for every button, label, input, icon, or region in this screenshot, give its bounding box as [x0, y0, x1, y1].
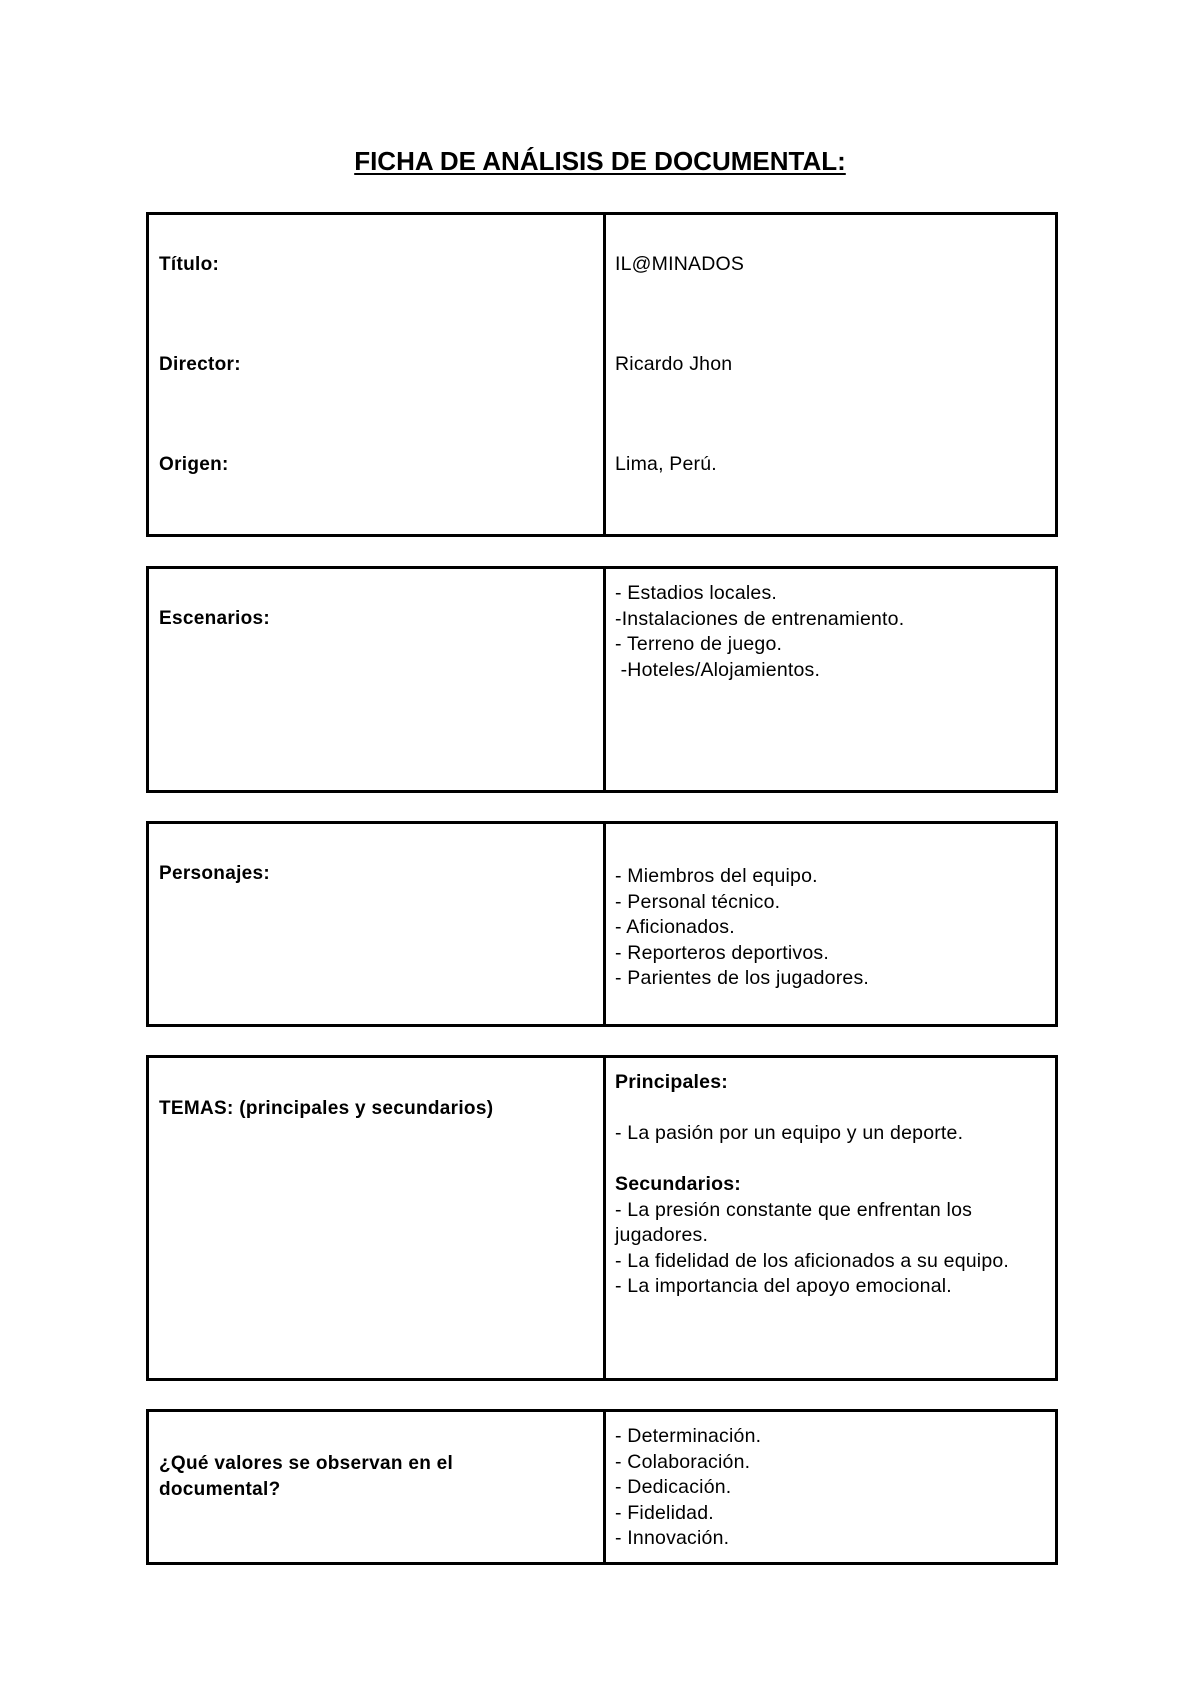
- list-item: - Miembros del equipo.: [615, 865, 818, 887]
- list-item: - La importancia del apoyo emocional.: [615, 1275, 952, 1297]
- list-item: - Determinación.: [615, 1425, 762, 1447]
- temas-table: [146, 1055, 1058, 1381]
- valores-label: ¿Qué valores se observan en el documental?: [159, 1453, 454, 1500]
- temas-label: TEMAS: (principales y secundarios): [159, 1098, 494, 1119]
- column-divider: [603, 569, 606, 790]
- list-item: - Parientes de los jugadores.: [615, 967, 870, 989]
- personajes-list: [615, 864, 1035, 992]
- origin-label: Origen:: [159, 454, 229, 475]
- title-label: Título:: [159, 254, 220, 275]
- escenarios-label: Escenarios:: [159, 608, 271, 629]
- column-divider: [603, 1058, 606, 1378]
- list-item: - Fidelidad.: [615, 1501, 714, 1524]
- list-item: - La presión constante que enfrentan los jugadores.: [615, 1198, 973, 1246]
- personajes-table: [146, 821, 1058, 1027]
- escenarios-table: [146, 566, 1058, 793]
- list-item: - Dedicación.: [615, 1476, 732, 1498]
- principales-heading: Principales:: [615, 1071, 728, 1093]
- valores-list: [615, 1424, 1035, 1552]
- director-label: Director:: [159, 354, 241, 375]
- list-item: -Instalaciones de entrenamiento.: [615, 607, 905, 630]
- info-table: [146, 212, 1058, 537]
- list-item: - La pasión por un equipo y un deporte.: [615, 1122, 964, 1144]
- list-item: - Innovación.: [615, 1527, 730, 1549]
- title-value: IL@MINADOS: [615, 253, 745, 275]
- origin-value: Lima, Perú.: [615, 453, 717, 475]
- list-item: - Estadios locales.: [615, 582, 778, 604]
- column-divider: [603, 215, 606, 534]
- list-item: - Aficionados.: [615, 916, 735, 938]
- document-title: FICHA DE ANÁLISIS DE DOCUMENTAL:: [354, 146, 846, 176]
- personajes-label: Personajes:: [159, 863, 271, 884]
- spacer: [615, 1096, 1035, 1122]
- escenarios-list: [615, 581, 1035, 683]
- list-item: - Terreno de juego.: [615, 633, 783, 655]
- list-item: - Personal técnico.: [615, 890, 781, 913]
- column-divider: [603, 824, 606, 1024]
- column-divider: [603, 1412, 606, 1562]
- spacer: [615, 1147, 1035, 1173]
- secundarios-heading: Secundarios:: [615, 1173, 741, 1195]
- valores-table: [146, 1409, 1058, 1565]
- list-item: - Colaboración.: [615, 1450, 751, 1473]
- list-item: - La fidelidad de los aficionados a su equipo.: [615, 1249, 1010, 1272]
- list-item: -Hoteles/Alojamientos.: [615, 658, 821, 681]
- list-item: - Reporteros deportivos.: [615, 941, 829, 964]
- temas-content: [615, 1070, 1035, 1300]
- director-value: Ricardo Jhon: [615, 353, 733, 375]
